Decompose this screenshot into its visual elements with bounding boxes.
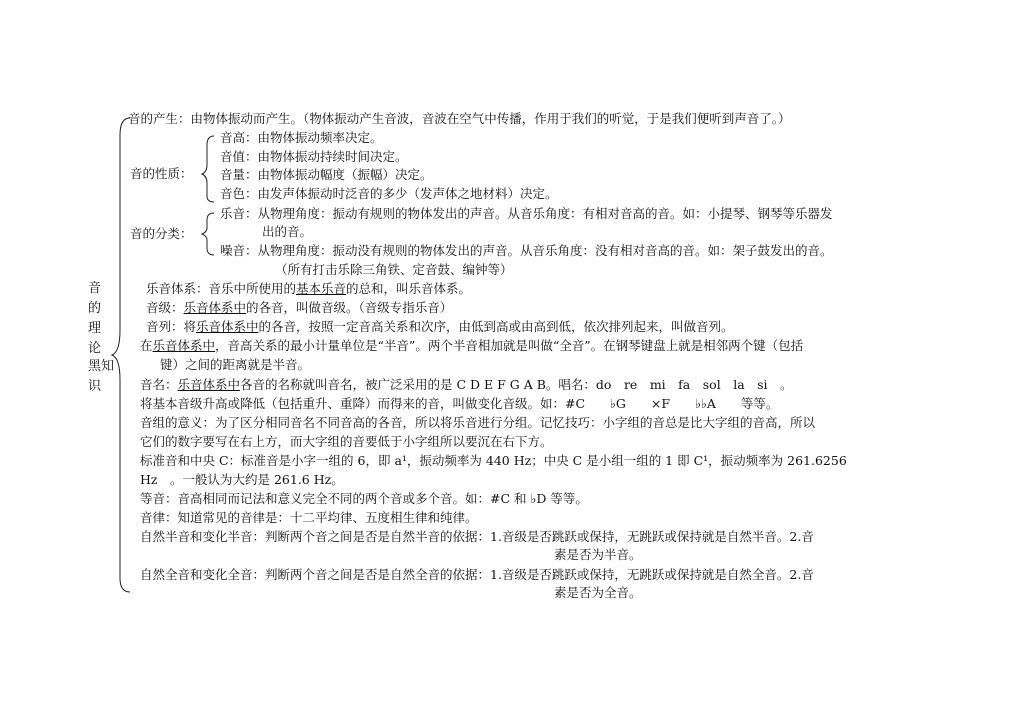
property-pitch: 音高：由物体振动频率决定。 bbox=[220, 130, 383, 145]
altered-degree-line: 将基本音级升高或降低（包括重升、重降）而得来的音，叫做变化音级。如：#C ♭G ×F ♭♭A 等等。 bbox=[140, 396, 779, 411]
properties-label: 音的性质： bbox=[130, 166, 193, 181]
scale-degree-line bbox=[146, 299, 452, 317]
text-segment: 乐音体系：音乐中所使用的 bbox=[146, 281, 297, 296]
root-label-char: 音 bbox=[88, 281, 102, 296]
text-segment: 音名： bbox=[140, 377, 178, 392]
properties-bracket bbox=[202, 136, 214, 202]
text-segment: 的各音，叫做音级。（音级专指乐音） bbox=[246, 300, 453, 315]
temperament-line: 音律：知道常见的音律是：十二平均律、五度相生律和纯律。 bbox=[140, 510, 478, 525]
musical-tone-line2: 出的音。 bbox=[262, 224, 313, 239]
semitone-line2: 键）之间的距离就是半音。 bbox=[160, 357, 311, 372]
underlined-term: 基本乐音 bbox=[296, 281, 347, 296]
semitone-types-line1: 自然半音和变化半音：判断两个音之间是否是自然半音的依据：1.音级是否跳跃或保持，无跳跃或保持就是自然半音。2.音 bbox=[140, 529, 814, 544]
text-segment: ，音高关系的最小计量单位是“半音”。两个半音相加就是叫做“全音”。在钢琴键盘上就是相邻两个键（包括 bbox=[215, 338, 804, 353]
musical-tone-line1: 乐音：从物理角度：振动有规则的物体发出的声音。从音乐角度：有相对音高的音。如：小提琴、钢琴等乐器发 bbox=[220, 206, 833, 221]
production-line: 音的产生：由物体振动而产生。（物体振动产生音波，音波在空气中传播，作用于我们的听觉，于是我们便听到声音了。） bbox=[128, 111, 791, 126]
main-bracket bbox=[112, 118, 130, 592]
underlined-term: 乐音体系中 bbox=[196, 319, 259, 334]
root-label-char: 识 bbox=[88, 379, 102, 394]
text-segment: 音列：将 bbox=[146, 319, 197, 334]
root-label-char: 理 bbox=[88, 321, 102, 336]
semitone-types-line2: 素是否为半音。 bbox=[554, 547, 642, 562]
standard-pitch-line1: 标准音和中央 C：标准音是小字一组的 6，即 a¹，振动频率为 440 Hz；中央 C 是小组一组的 1 即 C¹，振动频率为 261.6256 bbox=[140, 453, 847, 468]
tone-row-line bbox=[146, 318, 734, 336]
text-segment: 的各音，按照一定音高关系和次序，由低到高或由高到低，依次排列起来，叫做音列。 bbox=[258, 319, 734, 334]
standard-pitch-line2: Hz 。一般认为大约是 261.6 Hz。 bbox=[140, 472, 344, 487]
property-volume: 音量：由物体振动幅度（振幅）决定。 bbox=[220, 167, 433, 182]
tone-types-line2: 素是否为全音。 bbox=[554, 585, 642, 600]
property-duration: 音值：由物体振动持续时间决定。 bbox=[220, 149, 408, 164]
text-segment: 音级： bbox=[146, 300, 184, 315]
noise-line2: （所有打击乐除三角铁、定音鼓、编钟等） bbox=[275, 262, 513, 277]
root-label-char: 黑知 bbox=[88, 359, 115, 374]
classification-bracket bbox=[202, 213, 214, 255]
text-segment: 在 bbox=[140, 338, 153, 353]
text-segment: 各音的名称就叫音名，被广泛采用的是 C D E F G A B。唱名：do re mi fa sol la si 。 bbox=[240, 377, 793, 392]
octave-group-line1: 音组的意义：为了区分相同音名不同音高的各音，所以将乐音进行分组。记忆技巧：小字组的音总是比大字组的音高，所以 bbox=[140, 415, 816, 430]
classification-label: 音的分类： bbox=[130, 226, 193, 241]
semitone-line1 bbox=[140, 337, 803, 355]
root-label-char: 的 bbox=[88, 301, 102, 316]
root-label-char: 论 bbox=[88, 341, 102, 356]
octave-group-line2: 它们的数字要写在右上方，而大字组的音要低于小字组所以要沉在右下方。 bbox=[140, 434, 553, 449]
text-segment: 的总和，叫乐音体系。 bbox=[346, 281, 472, 296]
property-timbre: 音色：由发声体振动时泛音的多少（发声体之地材料）决定。 bbox=[220, 186, 558, 201]
tone-types-line1: 自然全音和变化全音：判断两个音之间是否是自然全音的依据：1.音级是否跳跃或保持，无跳跃或保持就是自然全音。2.音 bbox=[140, 567, 814, 582]
underlined-term: 乐音体系中 bbox=[177, 377, 241, 392]
enharmonic-line: 等音：音高相同而记法和意义完全不同的两个音或多个音。如：#C 和 ♭D 等等。 bbox=[140, 491, 588, 506]
noise-line1: 噪音：从物理角度：振动没有规则的物体发出的声音。从音乐角度：没有相对音高的音。如：架子鼓发出的音。 bbox=[220, 243, 833, 258]
underlined-term: 乐音体系中 bbox=[183, 300, 247, 315]
underlined-term: 乐音体系中 bbox=[152, 338, 216, 353]
musical-system-line bbox=[146, 280, 471, 298]
note-names-line bbox=[140, 376, 793, 394]
